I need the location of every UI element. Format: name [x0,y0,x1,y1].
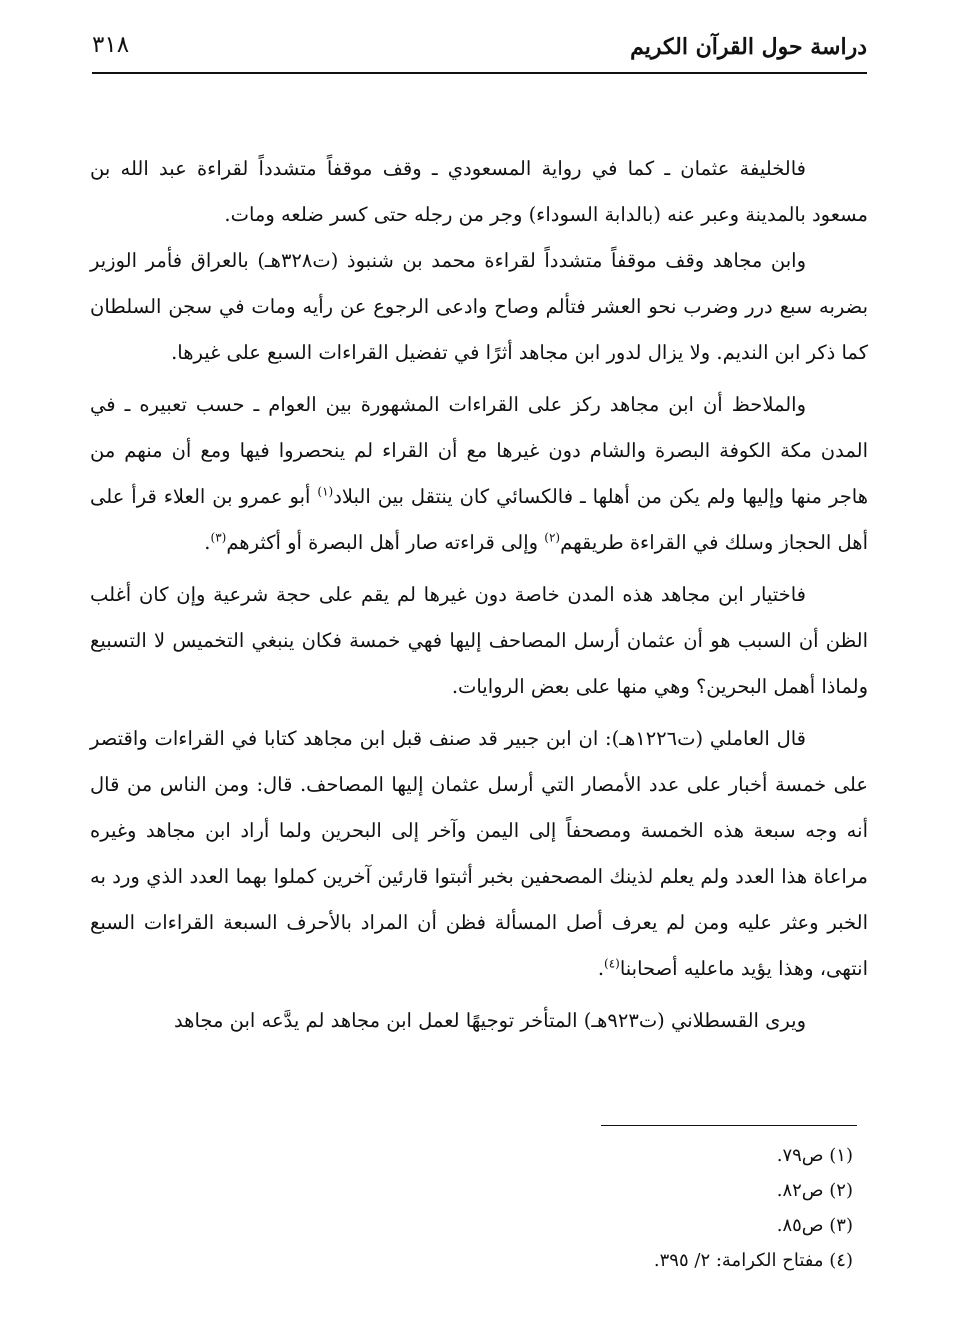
paragraph-5-text: . [597,957,605,980]
footnote-ref-3: (٣) [210,530,227,545]
footnotes-list [453,1138,853,1278]
footnote-separator [601,1125,857,1126]
footnote-ref-4: (٤) [604,956,620,971]
paragraph-1: فالخليفة عثمان ـ كما في رواية المسعودي ـ وقف موقفاً متشدداً لقراءة عبد الله بن مسعود بالمدينة وعبر عنه (بالدابة السوداء) وجر من رجله حتى كسر ضلعه ومات. [90,157,868,226]
paragraph-3-text: وإلى قراءته صار أهل البصرة أو أكثرهم [226,531,545,554]
paragraph-3-text: أبو عمرو بن العلاء قرأ على أهل الحجاز وسلك في القراءة طريقهم [90,485,868,554]
footnote-1: (١) ص٧٩. [776,1145,853,1166]
paragraph-2: وابن مجاهد وقف موقفاً متشدداً لقراءة محمد بن شنبوذ (ت٣٢٨هـ) بالعراق فأمر الوزير بضربه سبع درر وضرب نحو العشر فتألم وصاح وادعى الرجوع عن رأيه ومات في سجن السلطان كما ذكر ابن النديم. ولا يزال لدور ابن مجاهد أثرًا في تفضيل القراءات السبع على غيرها. [90,249,868,364]
footnote-4: (٤) مفتاح الكرامة: ٢/ ٣٩٥. [653,1250,853,1271]
footnote-ref-2: (٢) [544,530,561,545]
paragraph-3 [90,382,868,566]
main-text [90,146,868,1044]
page-number: ٣١٨ [92,32,130,58]
paragraph-5 [90,716,868,992]
footnote-ref-1: (١) [317,484,334,499]
paragraph-5-text: قال العاملي (ت١٢٢٦هـ): ان ابن جبير قد صنف قبل ابن مجاهد كتابا في القراءات واقتصر على خمسة أخبار على عدد الأمصار التي أرسل عثمان إليها المصاحف. قال: ومن الناس من قال أنه وجه سبعة هذه الخمسة ومصحفاً إلى اليمن وآخر إلى البحرين ولما أراد ابن مجاهد وغيره مراعاة هذا العدد ولم يعلم لذينك المصحفين بخبر أثبتوا قارئين آخرين كملوا بهما العدد الذي ورد به الخبر وعثر عليه ومن لم يعرف أصل المسألة فظن أن المراد بالأحرف السبعة القراءات السبع انتهى، وهذا يؤيد ماعليه أصحابنا [90,727,868,980]
footnote-2: (٢) ص٨٢. [776,1180,853,1201]
running-title: دراسة حول القرآن الكريم [630,34,867,60]
paragraph-4: فاختيار ابن مجاهد هذه المدن خاصة دون غيرها لم يقم على حجة شرعية وإن كان أغلب الظن أن السبب هو أن عثمان أرسل المصاحف إليها فهي خمسة فكان ينبغي التخميس لا التسبيع ولماذا أهمل البحرين؟ وهي منها على بعض الروايات. [90,583,868,698]
paragraph-3-text: والملاحظ أن ابن مجاهد ركز على القراءات المشهورة بين العوام ـ حسب تعبيره ـ في المدن مكة الكوفة البصرة والشام دون غيرها مع أن القراء لم ينحصروا فيها ومع أن منهم من هاجر منها وإليها ولم يكن من أهلها ـ فالكسائي كان ينتقل بين البلاد [90,393,868,508]
paragraph-6: ويرى القسطلاني (ت٩٢٣هـ) المتأخر توجيهًا لعمل ابن مجاهد لم يدَّعه ابن مجاهد [173,1009,806,1032]
page-header [92,30,867,74]
footnote-3: (٣) ص٨٥. [776,1215,853,1236]
paragraph-3-text: . [204,531,211,554]
